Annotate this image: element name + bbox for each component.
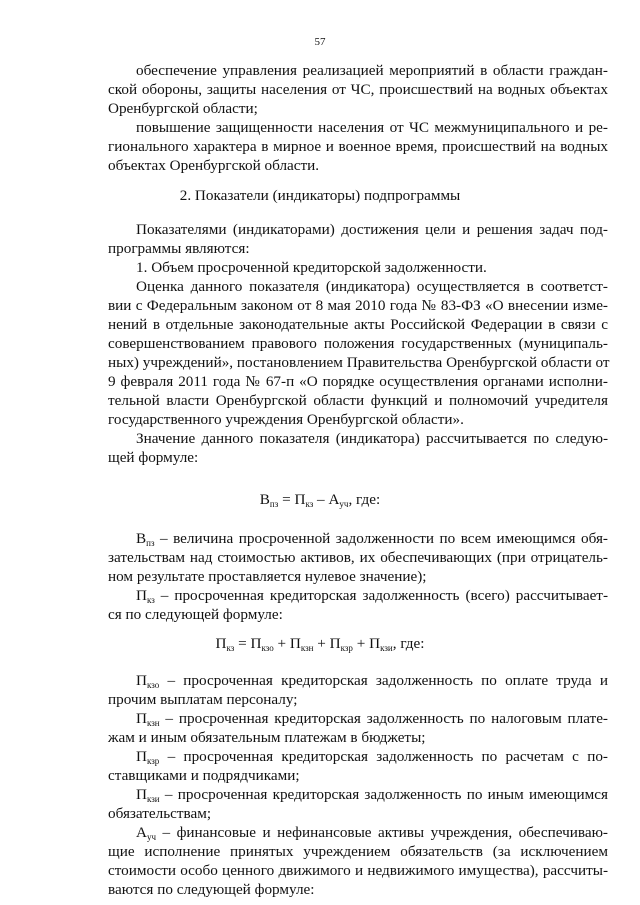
indicators-intro-line-1: Показателями (индикаторами) достижения цели и решения задач под- [136,221,608,238]
def-pkzn-line-1: $П_{кзн}$ – просроченная кредиторская задолженность по налоговым плате- [136,710,608,728]
evaluation-line-3: нений в отдельные законодательные акты Российской Федерации в связи с [108,316,608,333]
evaluation-line-2: вии с Федеральным законом от 8 мая 2010 года № 83-ФЗ «О внесении изме- [108,297,608,314]
evaluation-line-5: ных) учреждений», постановлением Правительства Оренбургской области от [108,354,610,371]
evaluation-line-1: Оценка данного показателя (индикатора) осуществляется в соответст- [136,278,608,295]
evaluation-line-6: 9 февраля 2011 года № 67-п «О порядке осуществления органами исполни- [108,373,608,390]
formula-1: $В_{пз} = П_{кз} - А_{уч}$, где: [259,491,381,509]
intro-p1-line-1: обеспечение управления реализацией мероприятий в области граждан- [136,62,608,79]
formula-2: $П_{кз} = П_{кзо} + П_{кзн} + П_{кзр} + П_{кзи}$, где: [215,635,425,653]
evaluation-line-4: совершенствованием правового положения государственных (муниципаль- [108,335,608,352]
intro-p2-line-2: гионального характера в мирное и военное время, происшествий на водных [108,138,608,155]
def-vpz-line-2: зательствам над стоимостью активов, их обеспечивающих (при отрицатель- [108,549,608,566]
def-auch-line-3: стоимости особо ценного движимого и недвижимого имущества), рассчиты- [108,862,608,879]
intro-p2-line-1: повышение защищенности населения от ЧС межмуниципального и ре- [136,119,608,136]
def-vpz-line-1: $В_{пз}$ – величина просроченной задолженности по всем имеющимся обя- [136,530,608,548]
def-auch-line-1: $А_{уч}$ – финансовые и нефинансовые активы учреждения, обеспечиваю- [136,824,608,842]
def-pkzo-line-2: прочим выплатам персоналу; [108,691,298,708]
intro-p2-line-3: объектах Оренбургской области. [108,157,320,174]
page-number: 57 [314,36,326,48]
def-auch-line-4: ваются по следующей формуле: [108,881,315,898]
intro-p1-line-3: Оренбургской области; [108,100,258,117]
def-pkzn-line-2: жам и иным обязательным платежам в бюджеты; [108,729,426,746]
value-line-1: Значение данного показателя (индикатора) рассчитывается по следую- [136,430,608,447]
evaluation-line-8: государственного учреждения Оренбургской области». [108,411,464,428]
intro-p1-line-2: ской обороны, защиты населения от ЧС, происшествий на водных объектах [108,81,608,98]
def-pkzr-line-2: ставщиками и подрядчиками; [108,767,300,784]
def-auch-line-2: щие исполнение принятых учреждением обязательств (за исключением [108,843,608,860]
def-pkz-line-2: ся по следующей формуле: [108,606,283,623]
evaluation-line-7: тельной власти Оренбургской области функций и полномочий учредителя [108,392,608,409]
def-pkzi-line-1: $П_{кзи}$ – просроченная кредиторская задолженность по иным имеющимся [136,786,608,804]
indicator-1: 1. Объем просроченной кредиторской задолженности. [136,259,487,276]
def-pkzi-line-2: обязательствам; [108,805,212,822]
section-heading: 2. Показатели (индикаторы) подпрограммы [179,187,461,204]
indicators-intro-line-2: программы являются: [108,240,250,257]
def-pkzr-line-1: $П_{кзр}$ – просроченная кредиторская задолженность по расчетам с по- [136,748,608,766]
def-pkzo-line-1: $П_{кзо}$ – просроченная кредиторская задолженность по оплате труда и [136,672,608,690]
value-line-2: щей формуле: [108,449,199,466]
def-pkz-line-1: $П_{кз}$ – просроченная кредиторская задолженность (всего) рассчитывает- [136,587,608,605]
def-vpz-line-3: ном результате проставляется нулевое значение); [108,568,427,585]
